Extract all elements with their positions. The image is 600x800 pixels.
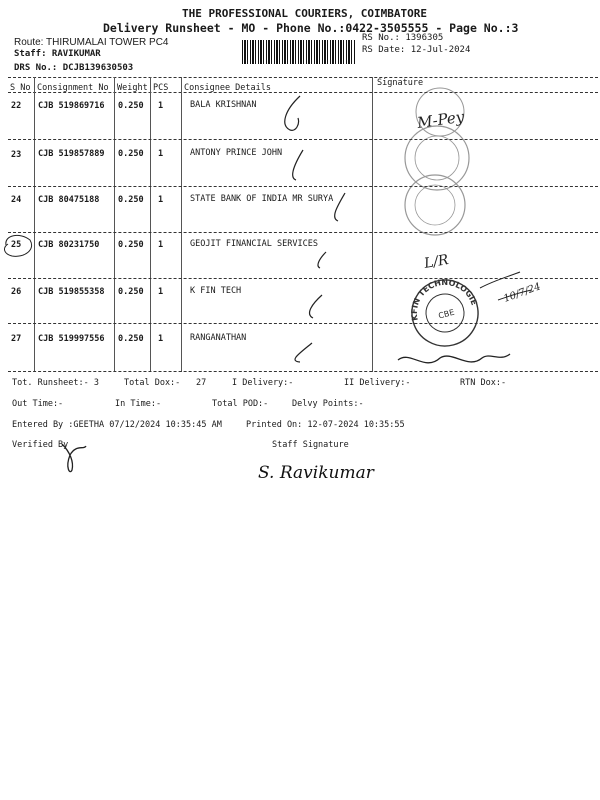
pen-stroke [293, 150, 303, 180]
col-header-sno: S No [10, 83, 31, 93]
row-sno: 24 [11, 195, 22, 205]
row-pcs: 1 [158, 334, 164, 344]
total-dox-value: 27 [196, 378, 207, 388]
col-header-signature: Signature [377, 78, 424, 88]
row-pcs: 1 [158, 287, 164, 297]
pen-stroke [318, 252, 326, 268]
row-consignee: BALA KRISHNAN [190, 100, 257, 110]
row-weight: 0.250 [118, 195, 144, 205]
entered-by: Entered By :GEETHA 07/12/2024 10:35:45 AM [12, 420, 222, 430]
in-time: In Time:- [115, 399, 162, 409]
drs-number: DRS No.: DCJB139630503 [14, 63, 134, 73]
row-pcs: 1 [158, 240, 164, 250]
row-consignment: CJB 519869716 [38, 101, 105, 111]
staff-label: Staff: RAVIKUMAR [14, 49, 101, 59]
row-weight: 0.250 [118, 240, 144, 250]
rs-date: RS Date: 12-Jul-2024 [362, 45, 471, 55]
row-consignment: CJB 519857889 [38, 149, 105, 159]
row-consignment: CJB 519855358 [38, 287, 105, 297]
i-delivery: I Delivery:- [232, 378, 294, 388]
pen-stroke [335, 193, 345, 221]
company-title: THE PROFESSIONAL COURIERS, COIMBATORE [182, 7, 428, 20]
row-weight: 0.250 [118, 149, 144, 159]
note-row25: L/R [422, 251, 450, 272]
pen-stroke [285, 96, 300, 130]
row-weight: 0.250 [118, 101, 144, 111]
row-sno: 26 [11, 287, 22, 297]
tot-runsheet: Tot. Runsheet:- 3 [12, 378, 99, 388]
row-consignee: STATE BANK OF INDIA MR SURYA [190, 194, 334, 204]
ii-delivery: II Delivery:- [344, 378, 411, 388]
row-consignee: GEOJIT FINANCIAL SERVICES [190, 239, 318, 249]
route-label: Route: THIRUMALAI TOWER PC4 [14, 37, 169, 48]
total-dox-label: Total Dox:- [124, 378, 181, 388]
row-consignment: CJB 80475188 [38, 195, 100, 205]
verified-signature [62, 444, 86, 472]
col-header-weight: Weight [117, 83, 148, 93]
row-weight: 0.250 [118, 334, 144, 344]
row-sno: 27 [11, 334, 22, 344]
pen-stroke [295, 343, 312, 362]
delvy-points: Delvy Points:- [292, 399, 364, 409]
kfin-stamp-city: CBE [437, 307, 456, 321]
staff-signature-label: Staff Signature [272, 440, 349, 450]
kfin-stamp-text: KFIN TECHNOLOGIES [409, 277, 479, 322]
pen-scribble [398, 354, 510, 363]
printed-on: Printed On: 12-07-2024 10:35:55 [246, 420, 405, 430]
row-consignee: ANTONY PRINCE JOHN [190, 148, 283, 158]
rtn-dox: RTN Dox:- [460, 378, 507, 388]
col-header-consignment: Consignment No [37, 83, 109, 93]
row-pcs: 1 [158, 149, 164, 159]
rs-number: RS No.: 1396305 [362, 33, 444, 43]
pen-stroke [310, 295, 322, 318]
row-weight: 0.250 [118, 287, 144, 297]
staff-signature: S. Ravikumar [258, 463, 374, 483]
verified-by: Verified By [12, 440, 69, 450]
row-consignee: K FIN TECH [190, 286, 242, 296]
out-time: Out Time:- [12, 399, 64, 409]
date-note-row26: 10/7/24 [502, 281, 543, 305]
col-header-consignee: Consignee Details [184, 83, 271, 93]
kfin-stamp-icon [0, 0, 487, 461]
col-header-pcs: PCS [153, 83, 169, 93]
row-consignment: CJB 80231750 [38, 240, 100, 250]
row-consignment: CJB 519997556 [38, 334, 105, 344]
runsheet-title: Delivery Runsheet - MO - Phone No.:0422-3505555 - Page No.:3 [103, 21, 519, 35]
row-pcs: 1 [158, 101, 164, 111]
circle-mark [5, 235, 32, 256]
row-sno: 22 [11, 101, 22, 111]
signature-row22: M-Pey [416, 107, 466, 132]
row-consignee: RANGANATHAN [190, 333, 247, 343]
row-sno: 25 [11, 240, 22, 250]
row-sno: 23 [11, 150, 22, 160]
total-pod: Total POD:- [212, 399, 269, 409]
row-pcs: 1 [158, 195, 164, 205]
